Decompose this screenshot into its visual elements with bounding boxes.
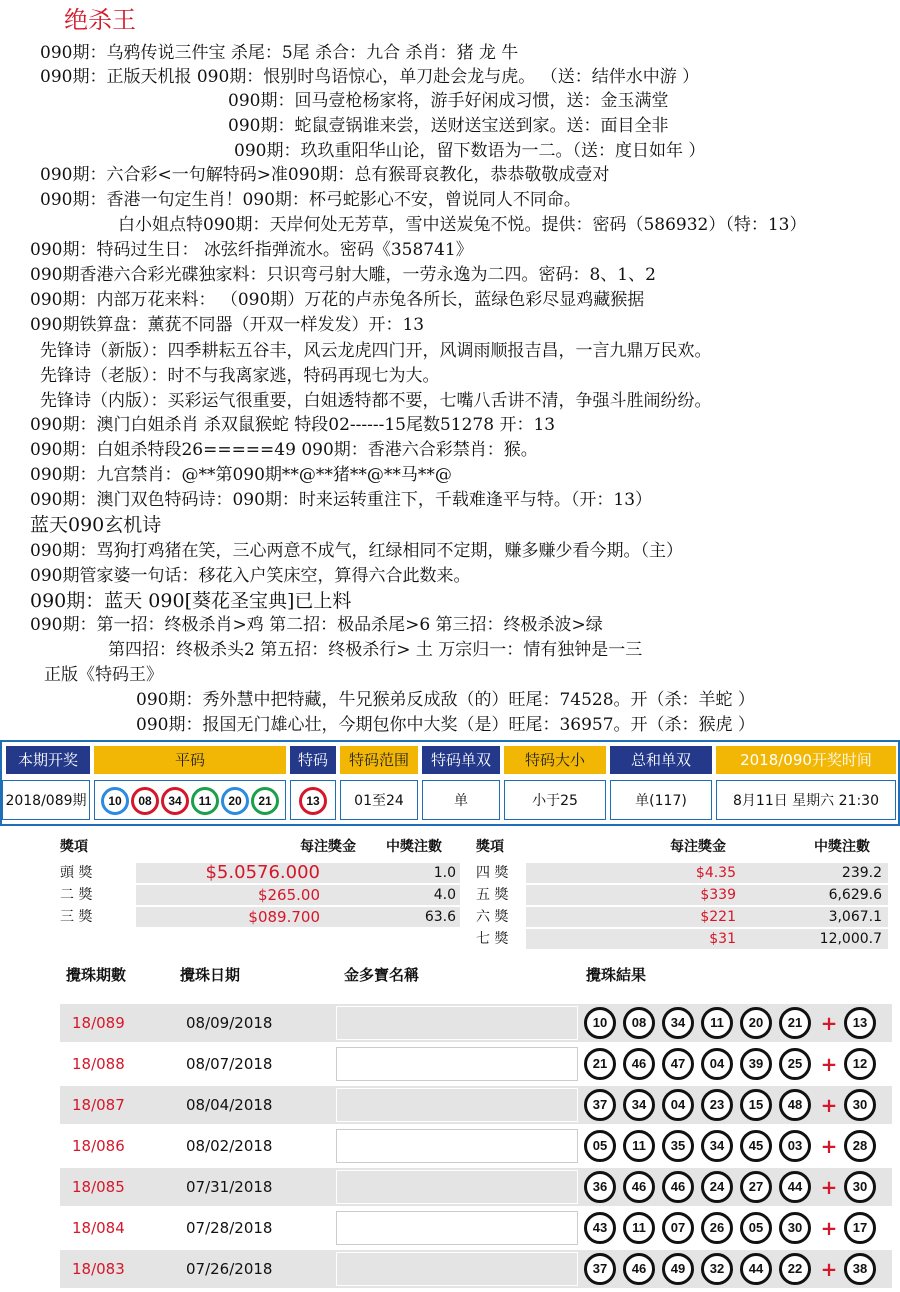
history-period: 18/089 — [72, 1014, 125, 1032]
history-row — [60, 1168, 892, 1206]
history-balls — [584, 1212, 883, 1244]
next-draw-time: 8月11日 星期六 21:30 — [716, 780, 896, 820]
text-line: 090期：乌鸦传说三件宝 杀尾：5尾 杀合：九合 杀肖：猪 龙 牛 — [40, 43, 519, 63]
number-ball: 07 — [662, 1212, 694, 1244]
history-name-cell — [336, 1047, 578, 1081]
history-name-cell — [336, 1170, 578, 1204]
prize-row — [60, 862, 460, 884]
number-ball: 30 — [779, 1212, 811, 1244]
text-line: 090期：第一招：终极杀肖>鸡 第二招：极品杀尾>6 第三招：终极杀波>绿 — [30, 615, 603, 635]
history-row — [60, 1086, 892, 1124]
header-special-odd-even: 特码单双 — [422, 746, 500, 774]
history-date: 08/04/2018 — [186, 1096, 273, 1114]
number-ball: 03 — [779, 1130, 811, 1162]
prize-header-name: 獎項 — [476, 839, 504, 855]
number-ball: 34 — [161, 787, 189, 815]
history-row — [60, 1209, 892, 1247]
history-period: 18/083 — [72, 1260, 125, 1278]
number-ball: 15 — [740, 1089, 772, 1121]
prize-name: 三 獎 — [60, 909, 93, 925]
text-line: 090期：澳门双色特码诗：090期：时来运转重注下，千载难逢平与特。（开：13） — [30, 490, 653, 510]
plus-sign: + — [820, 1052, 838, 1076]
history-row — [60, 1004, 892, 1042]
history-balls — [584, 1253, 883, 1285]
text-line: 090期：特码过生日： 冰弦纤指弹流水。密码《358741》 — [30, 240, 473, 260]
history-name-cell — [336, 1129, 578, 1163]
plus-sign: + — [820, 1175, 838, 1199]
text-line: 090期：正版天机报 090期：恨别时鸟语惊心，单刀赴会龙与虎。 （送：结伴水中游 ） — [40, 67, 700, 87]
number-ball: 08 — [131, 787, 159, 815]
special-ball: 12 — [844, 1048, 876, 1080]
number-ball: 20 — [740, 1007, 772, 1039]
text-line: 090期：九宫禁肖：@**第090期**@**猪**@**马**@ — [30, 465, 452, 485]
header-next-draw-time: 2018/090开奖时间 — [716, 746, 896, 774]
history-row — [60, 1045, 892, 1083]
special-ball-cell — [290, 780, 336, 820]
prize-row — [60, 906, 460, 928]
prize-count: 3,067.1 — [828, 909, 882, 925]
prize-table-left — [60, 834, 460, 944]
number-ball: 21 — [779, 1007, 811, 1039]
plus-sign: + — [820, 1134, 838, 1158]
text-line: 090期：秀外慧中把特藏，牛兄猴弟反成敌（的）旺尾：74528。开（杀：羊蛇 ） — [136, 690, 755, 710]
number-ball: 34 — [623, 1089, 655, 1121]
history-header-name: 金多寶名稱 — [344, 966, 420, 984]
prize-table-right — [476, 834, 888, 958]
header-regular-numbers: 平码 — [94, 746, 286, 774]
text-line: 090期管家婆一句话：移花入户笑床空，算得六合此数来。 — [30, 566, 471, 586]
history-date: 08/09/2018 — [186, 1014, 273, 1032]
draw-period: 2018/089期 — [2, 780, 90, 820]
prize-name: 六 獎 — [476, 909, 509, 925]
number-ball: 21 — [584, 1048, 616, 1080]
history-name-cell — [336, 1088, 578, 1122]
history-period: 18/088 — [72, 1055, 125, 1073]
number-ball: 21 — [251, 787, 279, 815]
prize-amount: $4.35 — [695, 865, 736, 881]
number-ball: 05 — [584, 1130, 616, 1162]
prize-name: 頭 獎 — [60, 865, 93, 881]
plus-sign: + — [820, 1093, 838, 1117]
number-ball: 45 — [740, 1130, 772, 1162]
history-period: 18/086 — [72, 1137, 125, 1155]
number-ball: 46 — [662, 1171, 694, 1203]
history-balls — [584, 1048, 883, 1080]
text-line: 090期：澳门白姐杀肖 杀双鼠猴蛇 特段02------15尾数51278 开：13 — [30, 415, 556, 435]
history-date: 08/02/2018 — [186, 1137, 273, 1155]
special-size: 小于25 — [504, 780, 606, 820]
prize-count: 12,000.7 — [819, 931, 882, 947]
history-balls — [584, 1007, 883, 1039]
text-line: 先锋诗（内版）：买彩运气很重要，白姐透特都不要，七嘴八舌讲不清，争强斗胜闹纷纷。 — [40, 391, 712, 411]
prize-amount: $31 — [709, 931, 736, 947]
text-line: 先锋诗（新版）：四季耕耘五谷丰，风云龙虎四门开，风调雨顺报吉昌，一言九鼎万民欢。 — [40, 341, 712, 361]
plus-sign: + — [820, 1216, 838, 1240]
text-line: 090期：回马壹枪杨家将，游手好闲成习惯，送：金玉满堂 — [228, 91, 669, 111]
prize-header-name: 獎項 — [60, 839, 88, 855]
number-ball: 49 — [662, 1253, 694, 1285]
number-ball: 11 — [701, 1007, 733, 1039]
text-line: 090期：蛇鼠壹锅谁来尝，送财送宝送到家。送：面目全非 — [228, 116, 669, 136]
history-header-date: 攪珠日期 — [180, 966, 241, 984]
text-line: 090期：蓝天 090[葵花圣宝典]已上料 — [30, 590, 352, 612]
text-line: 090期：白姐杀特段26=====49 090期：香港六合彩禁肖：猴。 — [30, 440, 538, 460]
history-date: 07/26/2018 — [186, 1260, 273, 1278]
history-balls — [584, 1089, 883, 1121]
text-line: 090期：六合彩<一句解特码>准090期：总有猴哥哀教化，恭恭敬敬成壹对 — [40, 165, 610, 185]
prize-header-count: 中獎注數 — [814, 839, 870, 855]
prize-row — [60, 884, 460, 906]
prize-row — [476, 862, 888, 884]
text-line: 蓝天090玄机诗 — [30, 514, 162, 536]
prize-amount: $5.0576.000 — [205, 862, 320, 883]
special-ball: 13 — [299, 787, 327, 815]
prize-row — [476, 906, 888, 928]
number-ball: 34 — [701, 1130, 733, 1162]
text-line: 090期：骂狗打鸡猪在笑，三心两意不成气，红绿相同不定期，赚多赚少看今期。（主） — [30, 541, 683, 561]
header-special-range: 特码范围 — [340, 746, 418, 774]
history-period: 18/085 — [72, 1178, 125, 1196]
prize-count: 4.0 — [433, 887, 456, 903]
history-row — [60, 1127, 892, 1165]
special-range: 01至24 — [340, 780, 418, 820]
history-date: 07/28/2018 — [186, 1219, 273, 1237]
history-header-result: 攪珠結果 — [586, 966, 647, 984]
number-ball: 34 — [662, 1007, 694, 1039]
text-line: 090期：玖玖重阳华山论，留下数语为一二。（送：度日如年 ） — [234, 141, 706, 161]
special-ball: 38 — [844, 1253, 876, 1285]
prize-header-amount: 每注獎金 — [670, 839, 726, 855]
number-ball: 46 — [623, 1048, 655, 1080]
number-ball: 05 — [740, 1212, 772, 1244]
number-ball: 37 — [584, 1253, 616, 1285]
history-period: 18/087 — [72, 1096, 125, 1114]
number-ball: 36 — [584, 1171, 616, 1203]
plus-sign: + — [820, 1257, 838, 1281]
header-special-size: 特码大小 — [504, 746, 606, 774]
number-ball: 26 — [701, 1212, 733, 1244]
number-ball: 10 — [101, 787, 129, 815]
text-line: 090期香港六合彩光碟独家料：只识弯弓射大雕，一劳永逸为二四。密码：8、1、2 — [30, 265, 656, 285]
number-ball: 10 — [584, 1007, 616, 1039]
history-row — [60, 1250, 892, 1288]
history-date: 08/07/2018 — [186, 1055, 273, 1073]
prize-amount: $089.700 — [248, 908, 320, 926]
prize-row — [476, 928, 888, 950]
text-line: 090期：报国无门雄心壮，今期包你中大奖（是）旺尾：36957。开（杀：猴虎 ） — [136, 715, 755, 735]
prize-name: 七 獎 — [476, 931, 509, 947]
header-sum-odd-even: 总和单双 — [610, 746, 712, 774]
text-line: 正版《特码王》 — [44, 665, 163, 685]
number-ball: 43 — [584, 1212, 616, 1244]
number-ball: 37 — [584, 1089, 616, 1121]
history-period: 18/084 — [72, 1219, 125, 1237]
history-name-cell — [336, 1252, 578, 1286]
prize-amount: $265.00 — [257, 886, 320, 904]
prize-amount: $339 — [700, 887, 736, 903]
prize-row — [476, 884, 888, 906]
special-ball: 28 — [844, 1130, 876, 1162]
history-name-cell — [336, 1211, 578, 1245]
number-ball: 11 — [623, 1130, 655, 1162]
history-name-cell — [336, 1006, 578, 1040]
sum-odd-even: 单(117) — [610, 780, 712, 820]
number-ball: 04 — [662, 1089, 694, 1121]
number-ball: 08 — [623, 1007, 655, 1039]
special-odd-even: 单 — [422, 780, 500, 820]
prize-name: 二 獎 — [60, 887, 93, 903]
text-line: 第四招：终极杀头2 第五招：终极杀行> 土 万宗归一：情有独钟是一三 — [108, 640, 643, 660]
number-ball: 22 — [779, 1253, 811, 1285]
prize-count: 63.6 — [424, 909, 456, 925]
history-balls — [584, 1130, 883, 1162]
text-line: 090期：内部万花来料： （090期）万花的卢赤兔各所长，蓝绿色彩尽显鸡藏猴据 — [30, 290, 645, 310]
header-current-draw: 本期开奖 — [6, 746, 90, 774]
text-line: 090期铁算盘：薰莸不同器（开双一样发发）开：13 — [30, 315, 425, 335]
number-ball: 23 — [701, 1089, 733, 1121]
history-date: 07/31/2018 — [186, 1178, 273, 1196]
number-ball: 24 — [701, 1171, 733, 1203]
number-ball: 20 — [221, 787, 249, 815]
prize-name: 四 獎 — [476, 865, 509, 881]
number-ball: 25 — [779, 1048, 811, 1080]
number-ball: 04 — [701, 1048, 733, 1080]
prize-count: 6,629.6 — [828, 887, 882, 903]
history-header-period: 攪珠期數 — [66, 966, 127, 984]
regular-balls — [94, 780, 286, 820]
special-ball: 30 — [844, 1089, 876, 1121]
header-special-number: 特码 — [290, 746, 336, 774]
number-ball: 47 — [662, 1048, 694, 1080]
text-line: 先锋诗（老版）：时不与我离家逃，特码再现七为大。 — [40, 366, 440, 386]
number-ball: 48 — [779, 1089, 811, 1121]
prize-header-amount: 每注獎金 — [300, 839, 356, 855]
draw-history-table — [60, 958, 892, 1292]
special-ball: 17 — [844, 1212, 876, 1244]
prize-count: 239.2 — [841, 865, 882, 881]
number-ball: 32 — [701, 1253, 733, 1285]
number-ball: 44 — [740, 1253, 772, 1285]
number-ball: 11 — [623, 1212, 655, 1244]
number-ball: 27 — [740, 1171, 772, 1203]
number-ball: 39 — [740, 1048, 772, 1080]
text-line: 白小姐点特090期：天岸何处无芳草，雪中送炭兔不悦。提供：密码（586932）（特：13） — [118, 215, 807, 235]
number-ball: 46 — [623, 1253, 655, 1285]
prize-amount: $221 — [700, 909, 736, 925]
number-ball: 35 — [662, 1130, 694, 1162]
history-balls — [584, 1171, 883, 1203]
special-ball: 30 — [844, 1171, 876, 1203]
text-line: 090期：香港一句定生肖！090期：杯弓蛇影心不安，曾说同人不同命。 — [40, 190, 581, 210]
prize-name: 五 獎 — [476, 887, 509, 903]
number-ball: 46 — [623, 1171, 655, 1203]
prize-count: 1.0 — [433, 865, 456, 881]
special-ball: 13 — [844, 1007, 876, 1039]
number-ball: 11 — [191, 787, 219, 815]
draw-result-table — [0, 740, 900, 826]
number-ball: 44 — [779, 1171, 811, 1203]
page-title: 绝杀王 — [64, 6, 136, 34]
plus-sign: + — [820, 1011, 838, 1035]
prize-header-count: 中獎注數 — [386, 839, 442, 855]
